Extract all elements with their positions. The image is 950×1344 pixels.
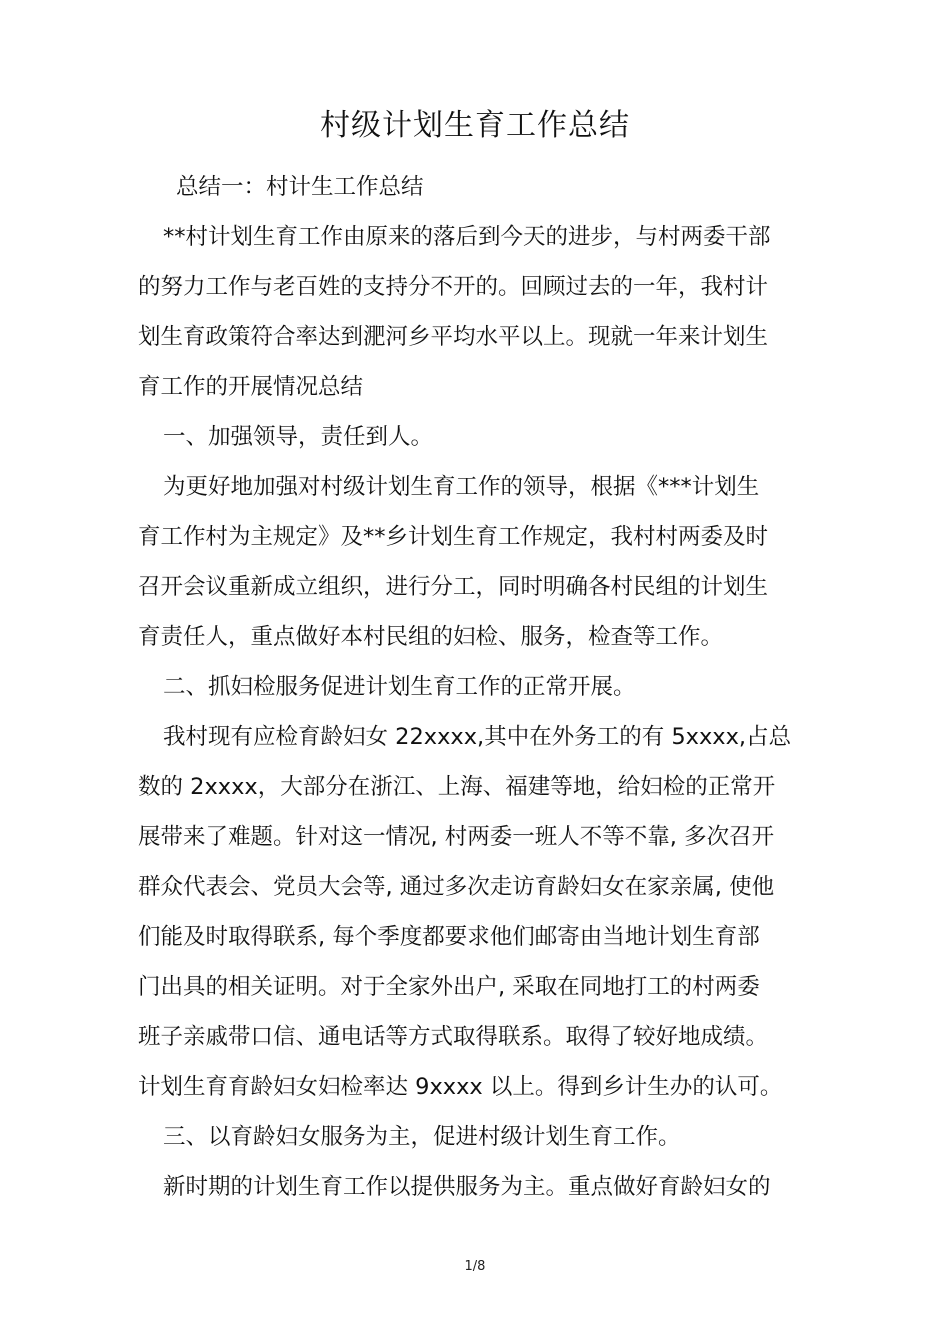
paragraph-line: 群众代表会、党员大会等, 通过多次走访育龄妇女在家亲属, 使他 bbox=[138, 874, 775, 900]
paragraph-line: 我村现有应检育龄妇女 22xxxx,其中在外务工的有 5xxxx,占总 bbox=[163, 724, 792, 750]
paragraph-line: 划生育政策符合率达到淝河乡平均水平以上。现就一年来计划生 bbox=[138, 324, 769, 350]
paragraph-line: 育工作的开展情况总结 bbox=[138, 374, 364, 400]
paragraph-line: **村计划生育工作由原来的落后到今天的进步，与村两委干部 bbox=[163, 224, 771, 250]
paragraph-line: 数的 2xxxx，大部分在浙江、上海、福建等地，给妇检的正常开 bbox=[138, 774, 776, 800]
paragraph-line: 育工作村为主规定》及**乡计划生育工作规定，我村村两委及时 bbox=[138, 524, 769, 550]
paragraph-line: 计划生育育龄妇女妇检率达 9xxxx 以上。得到乡计生办的认可。 bbox=[138, 1074, 783, 1100]
document-title: 村级计划生育工作总结 bbox=[320, 108, 630, 143]
section-subtitle: 总结一：村计生工作总结 bbox=[176, 174, 424, 200]
paragraph-line: 召开会议重新成立组织，进行分工，同时明确各村民组的计划生 bbox=[138, 574, 769, 600]
section-heading: 一、加强领导，责任到人。 bbox=[163, 424, 434, 450]
page-number: 1/8 bbox=[464, 1259, 486, 1274]
paragraph-line: 班子亲戚带口信、通电话等方式取得联系。取得了较好地成绩。 bbox=[138, 1024, 769, 1050]
paragraph-line: 门出具的相关证明。对于全家外出户, 采取在同地打工的村两委 bbox=[138, 974, 760, 1000]
paragraph-line: 们能及时取得联系, 每个季度都要求他们邮寄由当地计划生育部 bbox=[138, 924, 760, 950]
paragraph-line: 新时期的计划生育工作以提供服务为主。重点做好育龄妇女的 bbox=[163, 1174, 771, 1200]
section-heading: 二、抓妇检服务促进计划生育工作的正常开展。 bbox=[163, 674, 636, 700]
paragraph-line: 展带来了难题。针对这一情况, 村两委一班人不等不靠, 多次召开 bbox=[138, 824, 775, 850]
paragraph-line: 育责任人，重点做好本村民组的妇检、服务，检查等工作。 bbox=[138, 624, 724, 650]
paragraph-line: 的努力工作与老百姓的支持分不开的。回顾过去的一年，我村计 bbox=[138, 274, 769, 300]
paragraph-line: 为更好地加强对村级计划生育工作的领导，根据《***计划生 bbox=[163, 474, 760, 500]
section-heading: 三、以育龄妇女服务为主，促进村级计划生育工作。 bbox=[163, 1124, 681, 1150]
